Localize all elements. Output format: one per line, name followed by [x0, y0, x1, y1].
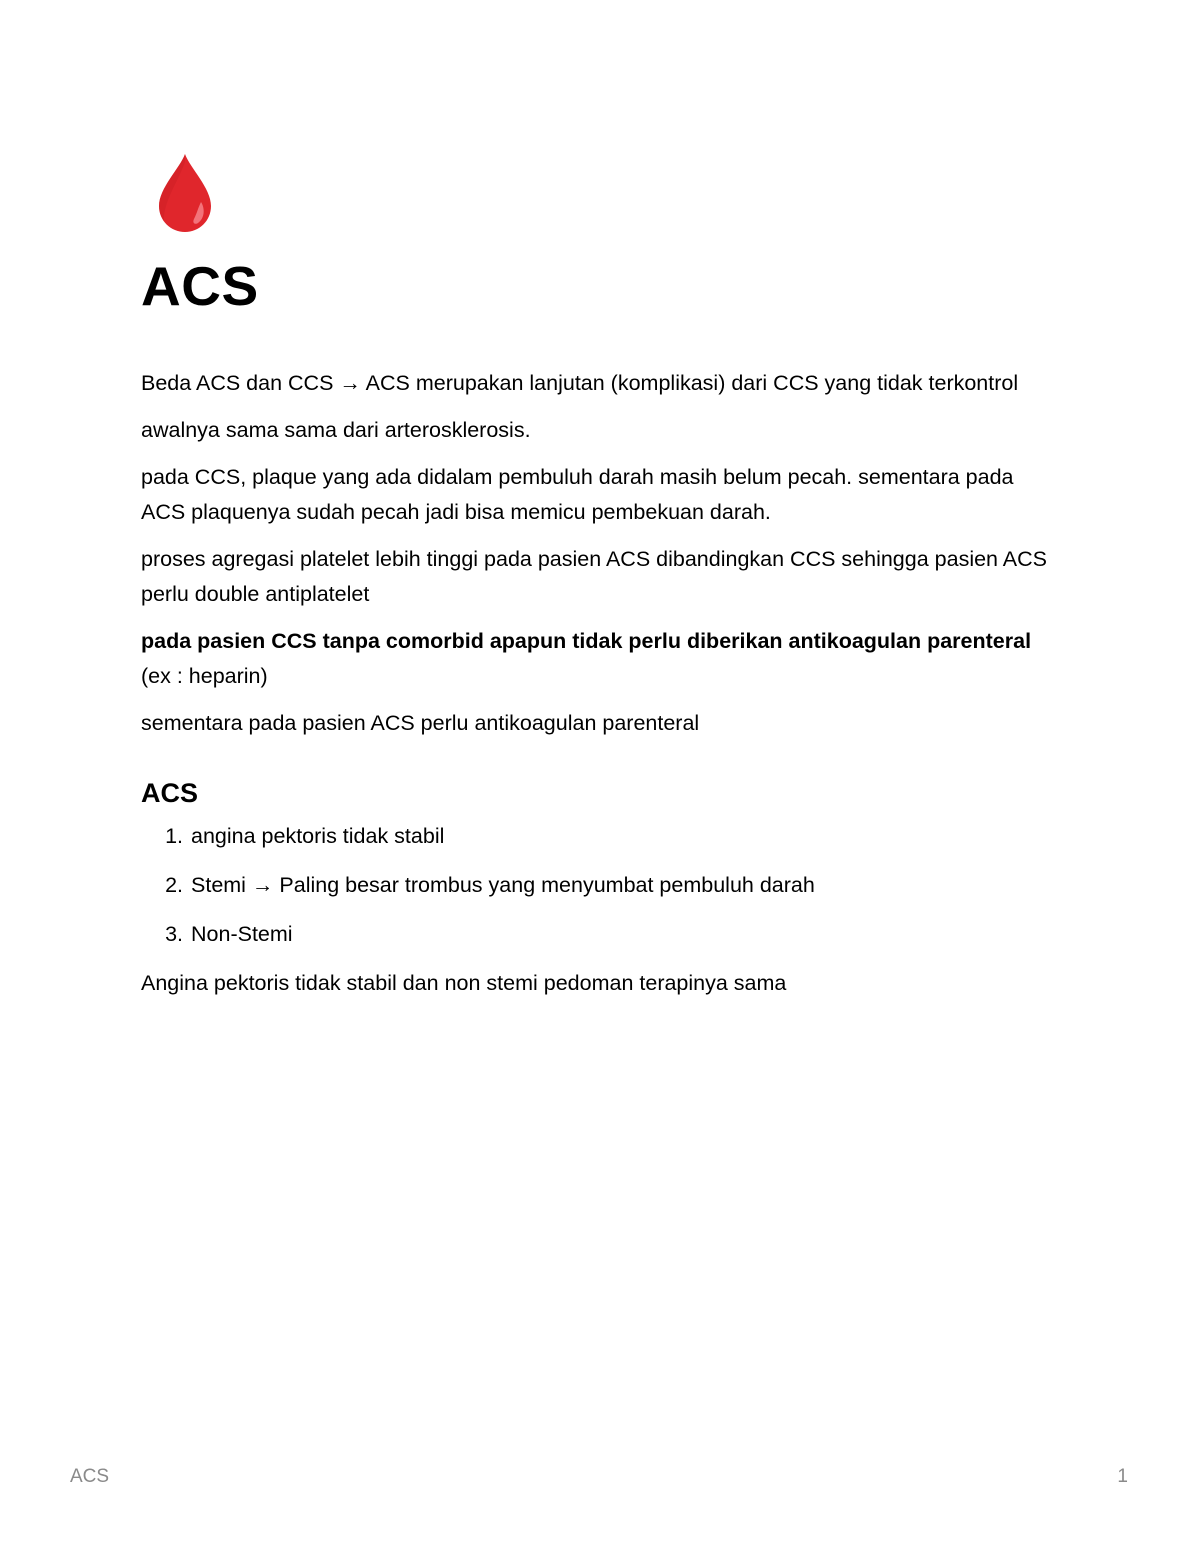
section-heading: ACS	[141, 778, 199, 808]
list-item	[141, 917, 1061, 952]
page-title: ACS	[141, 255, 259, 317]
page-number: 1	[1117, 1466, 1128, 1487]
paragraph-therapy-note: Angina pektoris tidak stabil dan non stemi pedoman terapinya sama	[141, 971, 787, 995]
paragraph-plaque: pada CCS, plaque yang ada didalam pembuluh darah masih belum pecah. sementara pada ACS plaquenya sudah pecah jadi bisa memicu pembekuan darah.	[141, 465, 1014, 524]
paragraph-anticoagulant-acs: sementara pada pasien ACS perlu antikoagulan parenteral	[141, 711, 700, 735]
list-item	[141, 868, 1061, 903]
paragraph-platelet: proses agregasi platelet lebih tinggi pada pasien ACS dibandingkan CCS sehingga pasien ACS perlu double antiplatelet	[141, 547, 1048, 606]
list-item	[141, 819, 1061, 854]
document-body	[141, 366, 1061, 1013]
bold-statement: pada pasien CCS tanpa comorbid apapun tidak perlu diberikan antikoagulan parenteral	[141, 629, 1032, 653]
blood-drop-icon	[154, 152, 216, 234]
list-number: 1.	[165, 824, 183, 848]
footer-title: ACS	[70, 1466, 110, 1487]
list-number: 3.	[165, 922, 183, 946]
example-note: (ex : heparin)	[141, 664, 268, 688]
paragraph-origin: awalnya sama sama dari arterosklerosis.	[141, 418, 531, 442]
acs-types-list	[141, 819, 1061, 952]
paragraph-anticoagulant-ccs	[141, 624, 1061, 694]
list-text: Non-Stemi	[191, 922, 293, 946]
list-text: Stemi → Paling besar trombus yang menyumbat pembuluh darah	[191, 873, 815, 897]
list-text: angina pektoris tidak stabil	[191, 824, 445, 848]
paragraph-acs-vs-ccs: Beda ACS dan CCS → ACS merupakan lanjutan (komplikasi) dari CCS yang tidak terkontrol	[141, 371, 1019, 395]
list-number: 2.	[165, 873, 183, 897]
